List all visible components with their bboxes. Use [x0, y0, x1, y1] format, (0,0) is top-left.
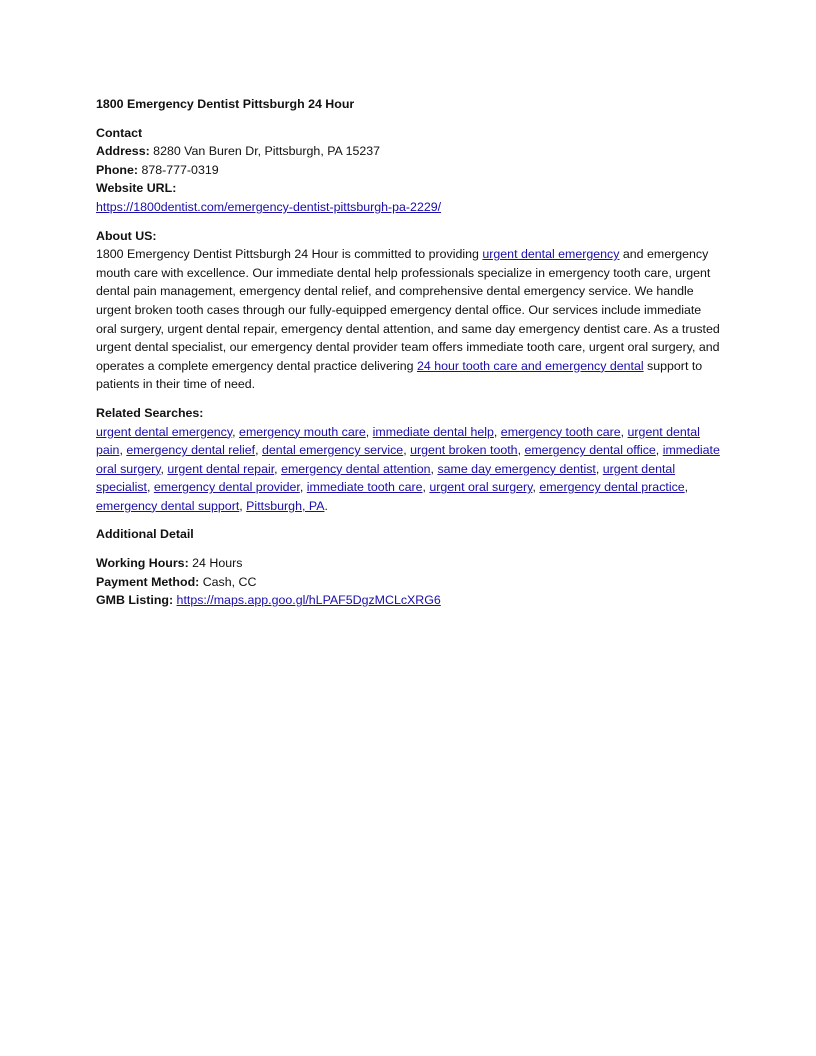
additional-detail-section [96, 525, 722, 609]
about-text-1: 1800 Emergency Dentist Pittsburgh 24 Hour is committed to providing [96, 247, 483, 262]
related-separator: , [422, 480, 430, 495]
related-separator: , [655, 443, 663, 458]
related-search-link[interactable]: immediate dental help [372, 424, 494, 439]
gmb-listing-label: GMB Listing: [96, 593, 174, 608]
related-separator: , [620, 424, 628, 439]
related-search-link[interactable]: emergency dental support [96, 498, 240, 513]
related-separator: , [532, 480, 540, 495]
related-search-link[interactable]: urgent oral surgery [429, 480, 533, 495]
related-separator: , [517, 443, 525, 458]
related-separator: , [274, 461, 282, 476]
address-value: 8280 Van Buren Dr, Pittsburgh, PA 15237 [153, 144, 381, 159]
related-search-link[interactable]: emergency mouth care [239, 424, 366, 439]
payment-method-line [96, 573, 722, 592]
related-separator: , [403, 443, 411, 458]
related-search-link[interactable]: Pittsburgh, PA [246, 498, 325, 513]
related-separator: , [119, 443, 127, 458]
related-search-link[interactable]: immediate tooth care [306, 480, 423, 495]
payment-method-label: Payment Method: [96, 574, 200, 589]
gmb-listing-line [96, 591, 722, 610]
related-links-list [96, 423, 722, 516]
related-search-link[interactable]: urgent dental pain [96, 424, 700, 458]
about-link-24-hour-tooth-care[interactable]: 24 hour tooth care and emergency dental [416, 358, 644, 373]
related-heading: Related Searches: [96, 405, 204, 420]
working-hours-line [96, 554, 722, 573]
related-search-link[interactable]: emergency dental relief [126, 443, 256, 458]
related-separator: , [299, 480, 307, 495]
gmb-listing-link[interactable]: https://maps.app.goo.gl/hLPAF5DgzMCLcXRG6 [176, 593, 441, 608]
address-label: Address: [96, 144, 150, 159]
related-search-link[interactable]: urgent dental repair [167, 461, 275, 476]
about-text-3: support to patients in their time of need. [96, 358, 703, 392]
phone-label: Phone: [96, 162, 138, 177]
related-search-link[interactable]: dental emergency service [262, 443, 404, 458]
working-hours-value: 24 Hours [192, 556, 243, 571]
contact-section [96, 124, 722, 217]
about-text-2: and emergency mouth care with excellence. Our immediate dental help professionals specialize in emergency tooth care, urgent dental pain management, emergency dental relief, and comprehensive dental emergency service. We handle urgent broken tooth cases through our fully-equipped emergency dental office. Our services include immediate oral surgery, urgent dental repair, emergency dental attention, and same day emergency dentist care. As a trusted urgent dental specialist, our emergency dental provider team offers immediate tooth care, urgent oral surgery, and operates a complete emergency dental practice delivering [96, 247, 720, 373]
related-separator: , [160, 461, 168, 476]
related-separator: , [232, 424, 240, 439]
related-separator: . [324, 498, 328, 513]
related-search-link[interactable]: immediate oral surgery [96, 443, 720, 476]
related-search-link[interactable]: urgent dental specialist [96, 461, 676, 495]
additional-heading: Additional Detail [96, 527, 194, 542]
related-search-link[interactable]: emergency dental practice [539, 480, 685, 495]
related-separator: , [595, 461, 603, 476]
related-separator: , [255, 443, 263, 458]
related-search-link[interactable]: urgent dental emergency [96, 424, 233, 439]
related-search-link[interactable]: emergency dental attention [281, 461, 431, 476]
related-separator: , [239, 498, 247, 513]
phone-line [96, 161, 722, 180]
address-line [96, 142, 722, 161]
document-page [96, 95, 722, 620]
about-heading: About US: [96, 228, 157, 243]
related-separator: , [146, 480, 154, 495]
contact-heading: Contact [96, 125, 143, 140]
related-separator: , [684, 480, 689, 495]
website-label: Website URL: [96, 181, 177, 196]
about-link-urgent-dental-emergency[interactable]: urgent dental emergency [482, 247, 620, 262]
related-separator: , [493, 424, 501, 439]
related-search-link[interactable]: urgent broken tooth [410, 443, 518, 458]
related-separator: , [365, 424, 373, 439]
related-search-link[interactable]: emergency dental office [524, 443, 656, 458]
payment-method-value: Cash, CC [202, 574, 257, 589]
related-searches-section [96, 404, 722, 516]
related-search-link[interactable]: emergency tooth care [500, 424, 621, 439]
page-title: 1800 Emergency Dentist Pittsburgh 24 Hour [96, 97, 355, 111]
about-paragraph [96, 245, 722, 394]
related-search-link[interactable]: emergency dental provider [153, 480, 300, 495]
phone-value: 878-777-0319 [141, 162, 219, 177]
related-separator: , [430, 461, 438, 476]
website-link[interactable]: https://1800dentist.com/emergency-dentist-pittsburgh-pa-2229/ [96, 199, 442, 214]
related-search-link[interactable]: same day emergency dentist [437, 461, 596, 476]
about-section [96, 227, 722, 394]
working-hours-label: Working Hours: [96, 556, 189, 571]
